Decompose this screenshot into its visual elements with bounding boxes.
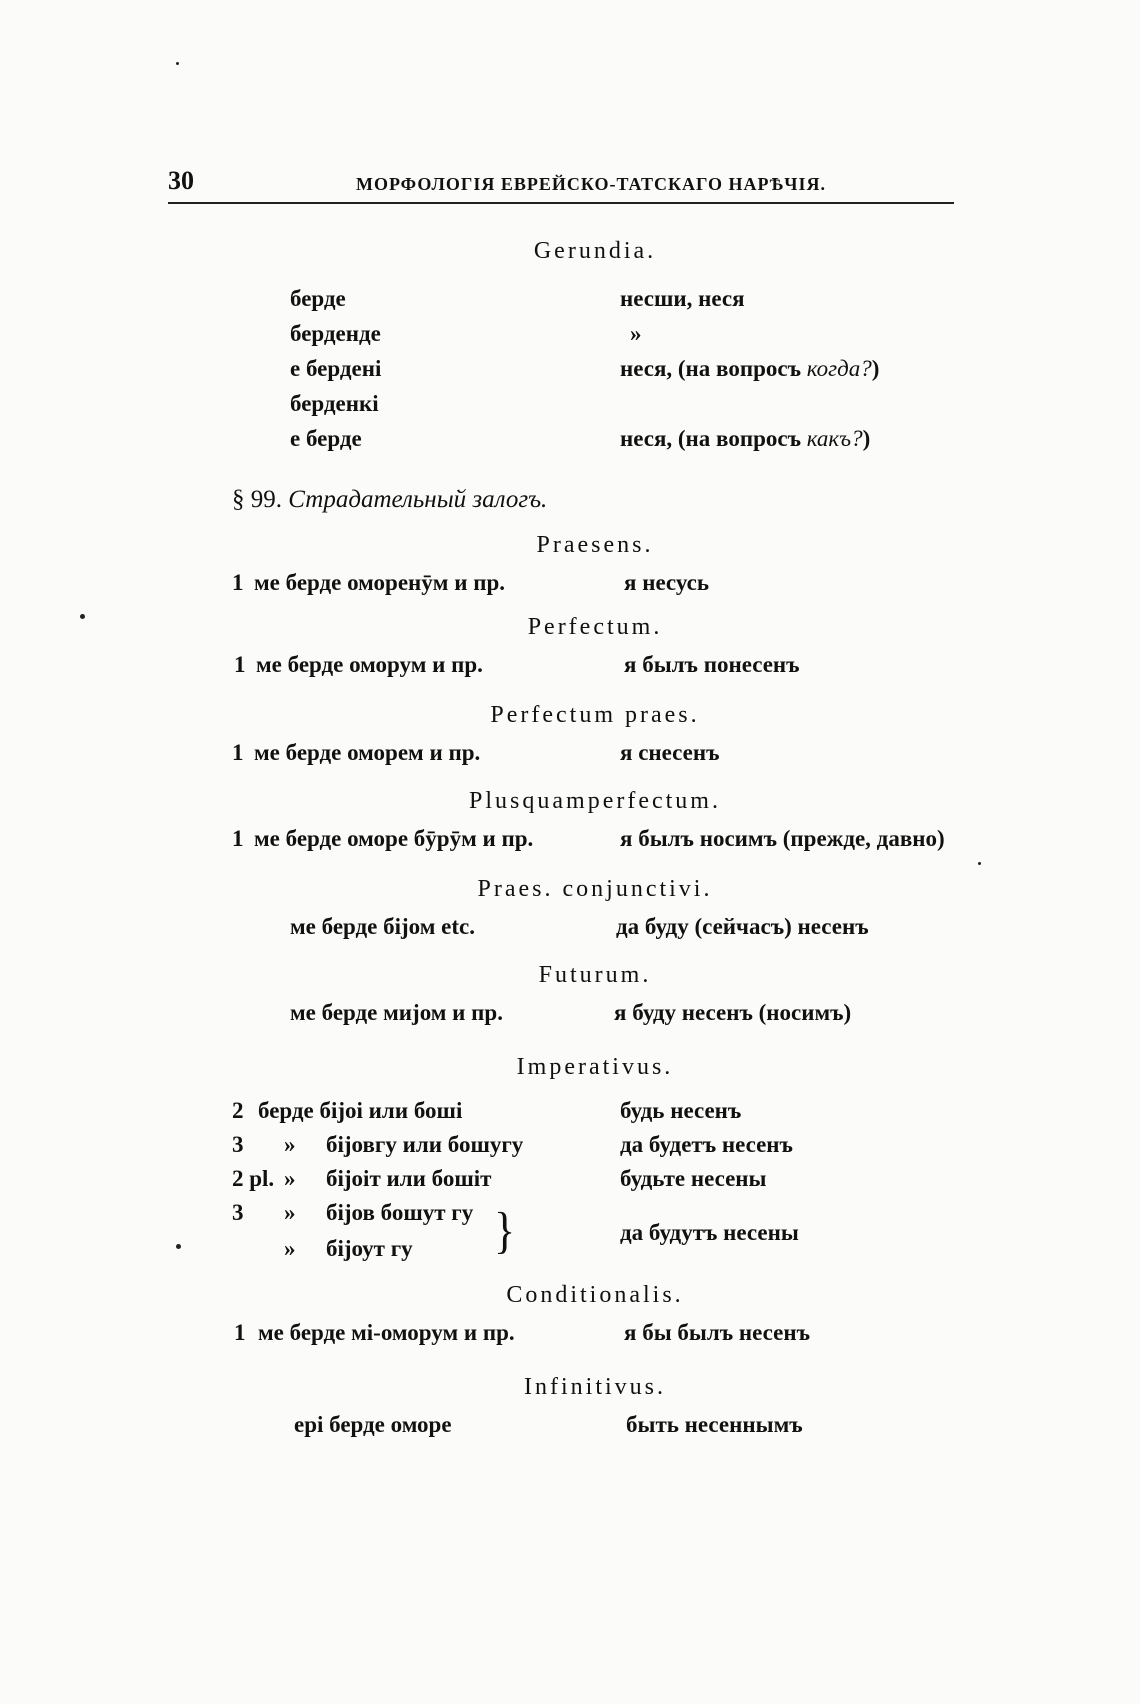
gerundia-row [0,391,1140,425]
translation: я несусь [624,570,710,595]
running-head: МОРФОЛОГІЯ ЕВРЕЙСКО-ТАТСКАГО НАРѢЧІЯ. [356,174,826,194]
translation: я снесенъ [620,740,720,765]
heading-futurum: Futurum. [538,962,652,988]
translation [620,356,879,382]
ditto-mark: » [284,1200,296,1225]
gerundia-row [0,321,1140,355]
heading-infinitivus: Infinitivus. [524,1374,666,1400]
person-number: 3 [232,1200,244,1225]
tat-form: біјоіт или бошіт [326,1166,492,1191]
heading-praes-conjunctivi: Praes. conjunctivi. [477,876,713,902]
heading-conditionalis: Conditionalis. [506,1282,684,1308]
translation-note: когда? [806,356,872,381]
gerundia-row [0,356,1140,390]
translation: да будутъ несены [620,1220,799,1245]
section-number: § 99. [232,486,282,513]
heading-plusquamperfectum: Plusquamperfectum. [469,788,721,814]
paradigm-row [0,1000,1140,1034]
translation: я бы былъ несенъ [624,1320,811,1345]
person-number: 1 [234,1320,246,1345]
tat-form: е берде [290,426,362,451]
translation: да буду (сейчасъ) несенъ [616,914,869,939]
tat-form: е бердені [290,356,382,381]
close-paren: ) [862,426,871,451]
heading-perfectum: Perfectum. [527,614,663,640]
tat-form: ме берде оморум и пр. [256,652,483,677]
tat-form: біјоут гу [326,1236,413,1261]
translation [620,426,870,452]
page-number: 30 [168,166,194,195]
tat-form: біјов бошут гу [326,1200,474,1225]
heading-imperativus: Imperativus. [516,1054,674,1080]
translation: несши, неся [620,286,745,311]
heading-gerundia: Gerundia. [533,238,657,264]
person-number: 1 [234,652,246,677]
heading-praesens: Praesens. [536,532,654,558]
translation-text: неся, (на вопросъ [620,356,801,381]
translation: я буду несенъ (носимъ) [614,1000,852,1025]
tat-form: ме берде мијом и пр. [290,1000,503,1025]
header-rule [168,202,954,204]
tat-form: берденде [290,321,381,346]
paradigm-row [0,570,1140,604]
close-paren: ) [871,356,880,381]
print-speck [176,62,179,65]
ditto-mark: » [284,1236,296,1261]
person-number: 2 pl. [232,1166,275,1191]
brace: } [494,1202,516,1259]
gerundia-row [0,426,1140,460]
tat-form: ері берде оморе [294,1412,452,1437]
gerundia-row [0,286,1140,320]
person-number: 1 [232,570,244,595]
person-number: 1 [232,740,244,765]
translation: будьте несены [620,1166,767,1191]
imperativus-brace-row [0,1220,1140,1254]
paradigm-row [0,652,1140,686]
ditto-mark: » [284,1166,296,1191]
imperativus-row [0,1166,1140,1200]
tat-form: ме берде біјом etc. [290,914,475,939]
person-number: 2 [232,1098,244,1123]
translation: я былъ понесенъ [624,652,800,677]
paradigm-row [0,740,1140,774]
tat-form: берде біјоі или бошi [258,1098,463,1123]
tat-form: ме берде мі-оморум и пр. [258,1320,515,1345]
imperativus-row [0,1132,1140,1166]
tat-form: ме берде оморенӯм и пр. [254,570,506,595]
print-speck [80,614,85,619]
section-title: Страдательный залогъ. [288,486,548,513]
ditto-mark: » [284,1132,296,1157]
paradigm-row [0,914,1140,948]
paradigm-row [0,826,1140,860]
tat-form: ме берде оморем и пр. [254,740,481,765]
translation-text: неся, (на вопросъ [620,426,801,451]
tat-form: берде [290,286,346,311]
paradigm-row [0,1412,1140,1446]
translation: я былъ носимъ (прежде, давно) [620,826,945,851]
translation-note: какъ? [806,426,863,451]
tat-form: біјовгу или бошугу [326,1132,524,1157]
imperativus-row [0,1098,1140,1132]
person-number: 1 [232,826,244,851]
print-speck [978,862,981,865]
tat-form: берденкі [290,391,379,416]
heading-perfectum-praes: Perfectum praes. [490,702,700,728]
tat-form: ме берде оморе бӯрӯм и пр. [254,826,534,851]
translation: быть несеннымъ [626,1412,803,1437]
person-number: 3 [232,1132,244,1157]
translation: будь несенъ [620,1098,742,1123]
print-speck [176,1244,181,1249]
translation: да будетъ несенъ [620,1132,793,1157]
section-heading [232,486,547,514]
ditto-mark: » [630,321,642,346]
paradigm-row [0,1320,1140,1354]
